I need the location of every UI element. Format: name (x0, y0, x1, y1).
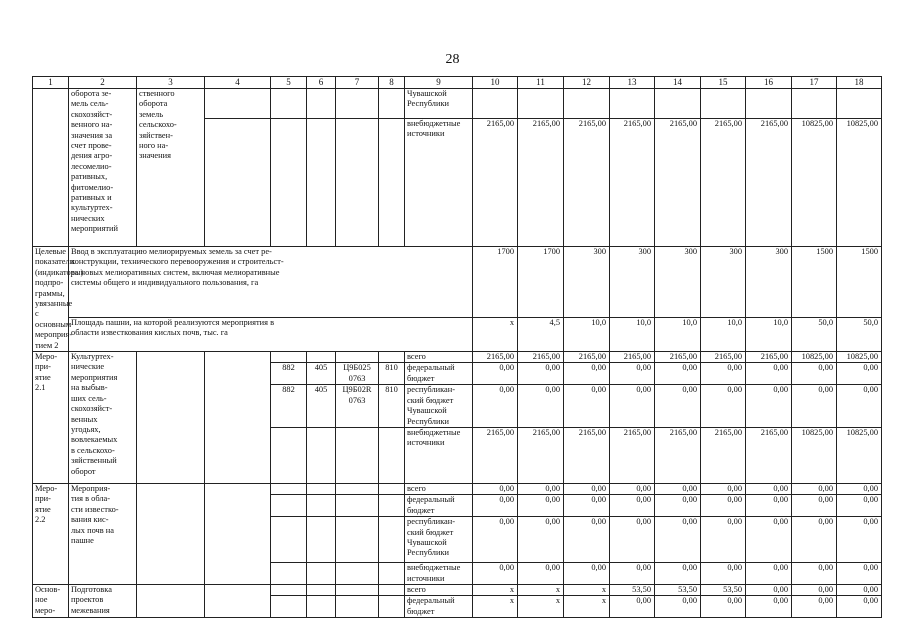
indicator-name: ственного оборота земель сельскохо- зяйствен- ного на- значения (137, 89, 205, 247)
value-cell: 0,00 (655, 517, 701, 563)
value-cell: 2165,00 (655, 352, 701, 363)
funding-source: всего (405, 352, 473, 363)
table-cell (336, 483, 379, 494)
funding-source: внебюджетные источники (405, 427, 473, 483)
column-header: 2 (69, 77, 137, 89)
column-header: 10 (473, 77, 518, 89)
value-cell: 0,00 (655, 596, 701, 618)
value-cell: 0,00 (792, 495, 837, 517)
value-cell: 0,00 (610, 563, 655, 585)
indicator-value: 300 (655, 247, 701, 318)
value-cell: 2165,00 (518, 119, 564, 247)
code-cell: 405 (307, 363, 336, 385)
value-cell: 0,00 (518, 517, 564, 563)
value-cell: 2165,00 (655, 427, 701, 483)
value-cell: 2165,00 (655, 119, 701, 247)
value-cell: 0,00 (701, 483, 746, 494)
value-cell: 0,00 (610, 495, 655, 517)
code-cell: 405 (307, 385, 336, 428)
column-header: 11 (518, 77, 564, 89)
value-cell: 0,00 (792, 584, 837, 595)
activity-name: оборота зе- мель сель- скохозяйст- венного на- значения за счет прове- дения агро- лесомелио- ративных, фитомелио- ративных и культуртех- нических мероприятий (69, 89, 137, 247)
indicator-value: 1700 (473, 247, 518, 318)
measure-number: Меро- при- ятие 2.1 (33, 352, 69, 484)
value-cell: 0,00 (701, 495, 746, 517)
column-header: 15 (701, 77, 746, 89)
table-cell (336, 584, 379, 595)
table-row (33, 89, 882, 119)
value-cell: 0,00 (746, 563, 792, 585)
value-cell: 0,00 (701, 596, 746, 618)
value-cell: 2165,00 (746, 427, 792, 483)
indicator-value: 50,0 (837, 318, 882, 352)
column-header: 18 (837, 77, 882, 89)
code-cell: Ц9Б02R 0763 (336, 385, 379, 428)
code-cell: 810 (379, 385, 405, 428)
value-cell: 0,00 (792, 363, 837, 385)
value-cell: 0,00 (564, 363, 610, 385)
column-header: 6 (307, 77, 336, 89)
value-cell: 0,00 (701, 563, 746, 585)
value-cell: 0,00 (473, 495, 518, 517)
table-cell (379, 483, 405, 494)
column-header: 8 (379, 77, 405, 89)
indicator-value: 10,0 (610, 318, 655, 352)
table-cell (792, 89, 837, 119)
value-cell: 0,00 (792, 483, 837, 494)
value-cell: 0,00 (837, 517, 882, 563)
value-cell: 0,00 (837, 563, 882, 585)
value-cell: 10825,00 (792, 119, 837, 247)
indicator-value: 300 (564, 247, 610, 318)
value-cell: 0,00 (792, 563, 837, 585)
value-cell: 2165,00 (701, 427, 746, 483)
funding-source: внебюджетные источники (405, 119, 473, 247)
measure-name: Культуртех- нические мероприятия на выбыв- ших сель- скохозяйст- венных угодьях, вовлекаемых в сельскохо- зяйственный оборот (69, 352, 137, 484)
code-cell (307, 427, 336, 483)
table-cell (205, 483, 271, 584)
code-cell: Ц9Б025 0763 (336, 363, 379, 385)
measure-number: Меро- при- ятие 2.2 (33, 483, 69, 584)
value-cell: 0,00 (655, 483, 701, 494)
value-cell: 0,00 (837, 385, 882, 428)
indicator-value: x (473, 318, 518, 352)
measure-name: Мероприя- тия в обла- сти известко- вания кис- лых почв на пашне (69, 483, 137, 584)
indicator-value: 10,0 (655, 318, 701, 352)
table-cell (271, 89, 307, 119)
indicator-value: 1500 (837, 247, 882, 318)
value-cell: 2165,00 (610, 352, 655, 363)
header-row (33, 77, 882, 89)
value-cell: 0,00 (655, 495, 701, 517)
value-cell: 0,00 (746, 596, 792, 618)
value-cell: 0,00 (564, 495, 610, 517)
target-row (33, 318, 882, 352)
funding-source: внебюджетные источники (405, 563, 473, 585)
value-cell: 2165,00 (610, 119, 655, 247)
code-cell (336, 427, 379, 483)
value-cell: 0,00 (837, 596, 882, 618)
table-cell (205, 352, 271, 484)
value-cell: 53,50 (655, 584, 701, 595)
value-cell: 0,00 (473, 517, 518, 563)
value-cell: 10825,00 (837, 119, 882, 247)
value-cell: x (564, 584, 610, 595)
code-cell (271, 427, 307, 483)
value-cell: 0,00 (473, 385, 518, 428)
value-cell: 0,00 (746, 363, 792, 385)
value-cell: 53,50 (701, 584, 746, 595)
value-cell: 0,00 (655, 385, 701, 428)
column-header: 13 (610, 77, 655, 89)
value-cell: 0,00 (610, 517, 655, 563)
value-cell: 2165,00 (701, 352, 746, 363)
table-cell (564, 89, 610, 119)
table-row (33, 584, 882, 595)
value-cell: 2165,00 (746, 352, 792, 363)
indicator-value: 10,0 (746, 318, 792, 352)
value-cell: 0,00 (610, 596, 655, 618)
value-cell: 2165,00 (473, 119, 518, 247)
table-cell (205, 119, 271, 247)
column-header: 4 (205, 77, 271, 89)
value-cell: 2165,00 (564, 119, 610, 247)
value-cell: x (518, 596, 564, 618)
table-cell (336, 89, 379, 119)
funding-source: федеральный бюджет (405, 596, 473, 618)
table-cell (336, 119, 379, 247)
value-cell: 0,00 (837, 363, 882, 385)
indicator-value: 300 (610, 247, 655, 318)
budget-table (32, 76, 882, 618)
value-cell: 0,00 (837, 495, 882, 517)
table-cell (137, 352, 205, 484)
code-cell (336, 352, 379, 363)
value-cell: 0,00 (792, 385, 837, 428)
value-cell: 0,00 (610, 483, 655, 494)
column-header: 1 (33, 77, 69, 89)
page-number: 28 (445, 52, 460, 67)
value-cell: 0,00 (564, 483, 610, 494)
table-cell (379, 495, 405, 517)
indicator-value: 1500 (792, 247, 837, 318)
table-cell (379, 119, 405, 247)
indicator-value: 10,0 (701, 318, 746, 352)
column-header: 17 (792, 77, 837, 89)
value-cell: 0,00 (792, 517, 837, 563)
value-cell: 0,00 (518, 563, 564, 585)
value-cell: x (518, 584, 564, 595)
value-cell: 2165,00 (473, 427, 518, 483)
table-cell (271, 495, 307, 517)
table-cell (205, 89, 271, 119)
value-cell: 0,00 (518, 385, 564, 428)
value-cell: 0,00 (837, 483, 882, 494)
column-header: 9 (405, 77, 473, 89)
column-header: 7 (336, 77, 379, 89)
value-cell: 0,00 (655, 563, 701, 585)
value-cell: 2165,00 (610, 427, 655, 483)
value-cell: 0,00 (564, 563, 610, 585)
value-cell: 0,00 (518, 495, 564, 517)
value-cell: 10825,00 (792, 352, 837, 363)
code-cell: 810 (379, 363, 405, 385)
funding-source: федеральный бюджет (405, 363, 473, 385)
value-cell: 2165,00 (518, 352, 564, 363)
value-cell: 0,00 (564, 517, 610, 563)
table-cell (307, 584, 336, 595)
value-cell: 0,00 (610, 363, 655, 385)
table-cell (379, 563, 405, 585)
indicator-value: 300 (701, 247, 746, 318)
table-cell (307, 119, 336, 247)
table-cell (610, 89, 655, 119)
table-cell (307, 483, 336, 494)
value-cell: 2165,00 (701, 119, 746, 247)
table-cell (307, 517, 336, 563)
table-cell (379, 584, 405, 595)
code-cell (379, 427, 405, 483)
value-cell: 0,00 (746, 385, 792, 428)
indicator-value: 4,5 (518, 318, 564, 352)
table-cell (336, 517, 379, 563)
column-header: 16 (746, 77, 792, 89)
code-cell (271, 352, 307, 363)
column-header: 5 (271, 77, 307, 89)
code-cell: 882 (271, 385, 307, 428)
value-cell: 2165,00 (518, 427, 564, 483)
column-header: 3 (137, 77, 205, 89)
column-header: 12 (564, 77, 610, 89)
indicator-value: 1700 (518, 247, 564, 318)
table-cell (271, 584, 307, 595)
value-cell: x (473, 596, 518, 618)
value-cell: x (473, 584, 518, 595)
value-cell: 0,00 (655, 363, 701, 385)
value-cell: 53,50 (610, 584, 655, 595)
value-cell: 0,00 (473, 363, 518, 385)
table-row (33, 352, 882, 363)
table-cell (271, 517, 307, 563)
indicator-value: 50,0 (792, 318, 837, 352)
table-cell (205, 584, 271, 617)
value-cell: 0,00 (746, 584, 792, 595)
code-cell (379, 352, 405, 363)
value-cell: 2165,00 (564, 352, 610, 363)
funding-source: федеральный бюджет (405, 495, 473, 517)
table-cell (518, 89, 564, 119)
value-cell: 0,00 (746, 495, 792, 517)
value-cell: x (564, 596, 610, 618)
table-cell (307, 89, 336, 119)
table-cell (307, 495, 336, 517)
value-cell: 10825,00 (792, 427, 837, 483)
value-cell: 0,00 (746, 483, 792, 494)
table-cell (271, 563, 307, 585)
table-cell (271, 596, 307, 618)
value-cell: 0,00 (701, 385, 746, 428)
value-cell: 10825,00 (837, 352, 882, 363)
value-cell: 0,00 (518, 363, 564, 385)
value-cell: 0,00 (473, 483, 518, 494)
table-cell (271, 119, 307, 247)
indicator-value: 300 (746, 247, 792, 318)
value-cell: 0,00 (518, 483, 564, 494)
table-cell (137, 584, 205, 617)
funding-source: всего (405, 483, 473, 494)
value-cell: 0,00 (564, 385, 610, 428)
table-cell (379, 517, 405, 563)
table-cell (271, 483, 307, 494)
measure-name: Подготовка проектов межевания (69, 584, 137, 617)
column-header: 14 (655, 77, 701, 89)
table-cell (379, 596, 405, 618)
code-cell (307, 352, 336, 363)
code-cell: 882 (271, 363, 307, 385)
table-cell (307, 563, 336, 585)
funding-source: республикан- ский бюджет Чувашской Республики (405, 385, 473, 428)
funding-source: Чувашской Республики (405, 89, 473, 119)
table-cell (137, 483, 205, 584)
table-cell (837, 89, 882, 119)
value-cell: 10825,00 (837, 427, 882, 483)
value-cell: 0,00 (701, 517, 746, 563)
value-cell: 2165,00 (473, 352, 518, 363)
measure-number: Основ- ное меро- (33, 584, 69, 617)
table-cell (307, 596, 336, 618)
table-cell (336, 563, 379, 585)
value-cell: 0,00 (746, 517, 792, 563)
value-cell: 0,00 (610, 385, 655, 428)
table-cell (473, 89, 518, 119)
table-cell (336, 596, 379, 618)
value-cell: 2165,00 (564, 427, 610, 483)
table-cell (701, 89, 746, 119)
target-row (33, 247, 882, 318)
value-cell: 2165,00 (746, 119, 792, 247)
table-cell (33, 89, 69, 247)
value-cell: 0,00 (792, 596, 837, 618)
value-cell: 0,00 (837, 584, 882, 595)
indicator-text: Площадь пашни, на которой реализуются мероприятия в области известкования кислых почв, тыс. га (69, 318, 473, 352)
value-cell: 0,00 (473, 563, 518, 585)
indicator-value: 10,0 (564, 318, 610, 352)
indicator-text: Ввод в эксплуатацию мелиорируемых земель за счет ре- конструкции, технического перевооружения и строительст- ва новых мелиоративных систем, включая мелиоративные системы общего и индивидуального пользования, га (69, 247, 473, 318)
funding-source: всего (405, 584, 473, 595)
funding-source: республикан- ский бюджет Чувашской Республики (405, 517, 473, 563)
table-cell (746, 89, 792, 119)
table-cell (379, 89, 405, 119)
table-cell (655, 89, 701, 119)
targets-label: Целевые показатели (индикаторы) подпро- граммы, увязанные с основным мероприя- тием 2 (33, 247, 69, 352)
value-cell: 0,00 (701, 363, 746, 385)
table-row (33, 483, 882, 494)
table-cell (336, 495, 379, 517)
